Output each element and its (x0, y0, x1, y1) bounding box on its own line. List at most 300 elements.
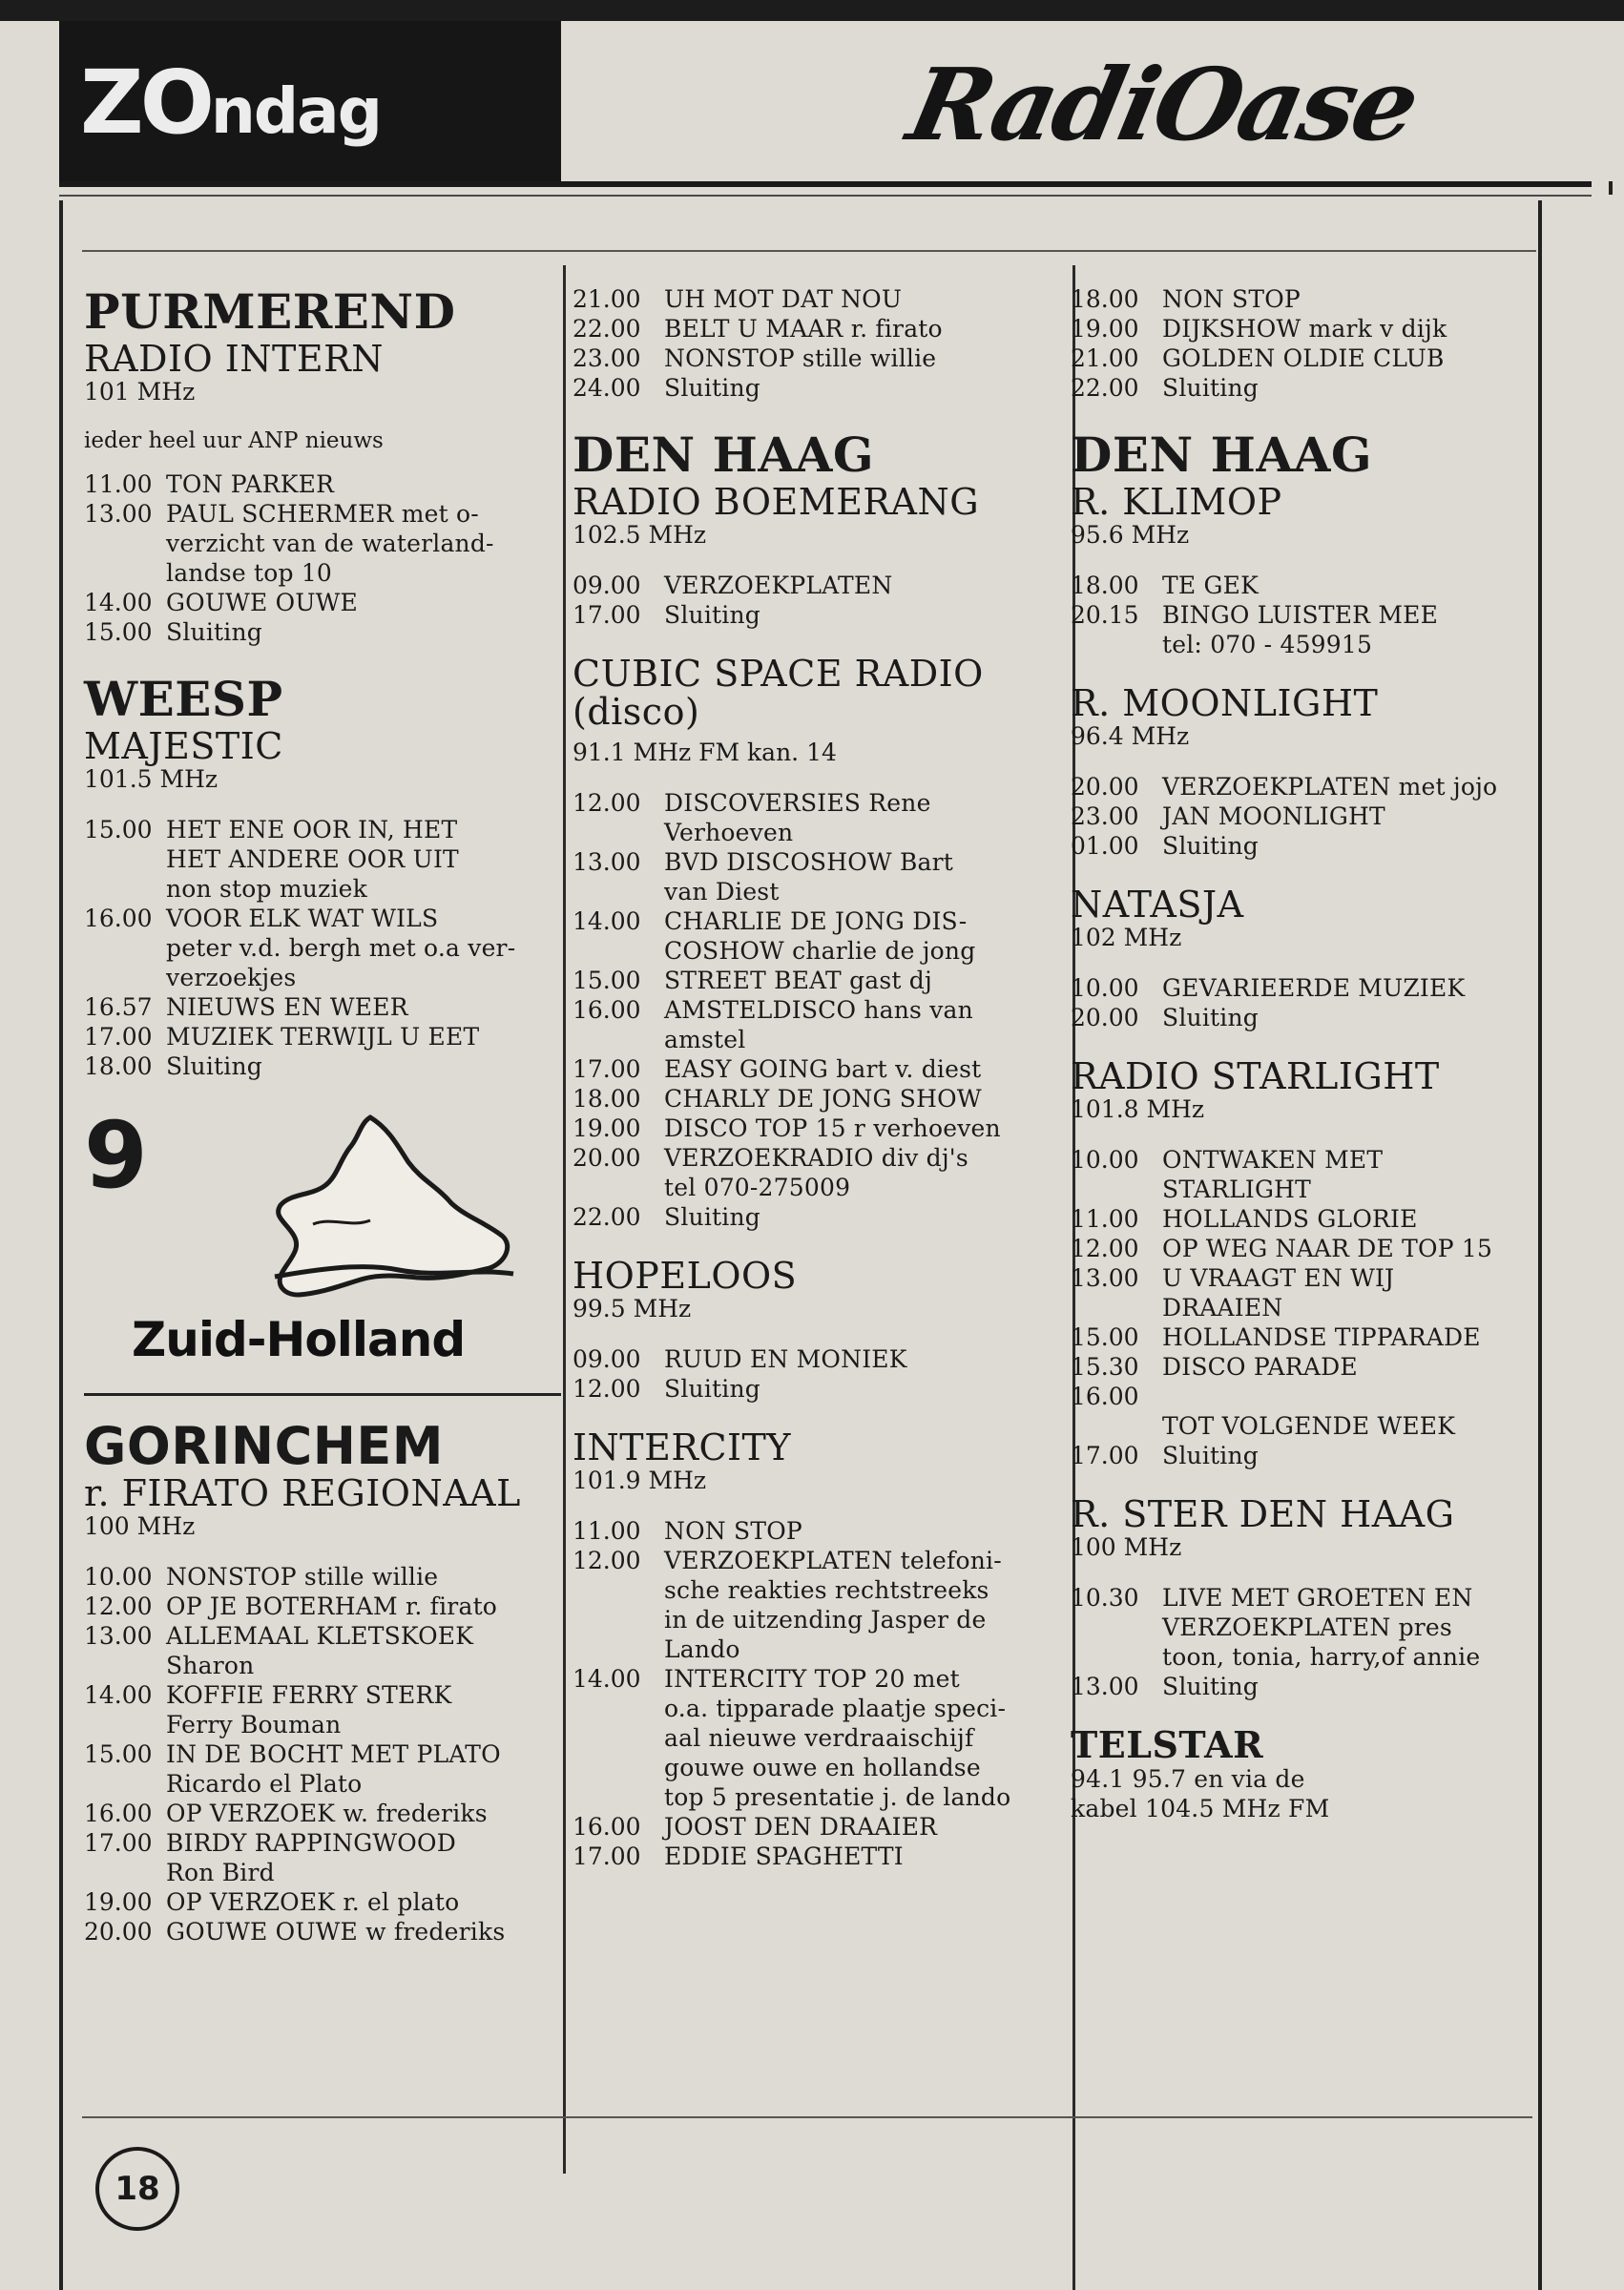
program-line: UH MOT DAT NOU (664, 285, 903, 313)
schedule (573, 284, 1069, 403)
schedule-row (84, 1828, 561, 1887)
schedule-program (166, 992, 561, 1022)
schedule-program (1162, 1234, 1548, 1263)
schedule-time: 22.00 (573, 315, 641, 343)
schedule (84, 815, 561, 1081)
program-line: DISCOVERSIES Rene (664, 789, 931, 817)
schedule-program (166, 1022, 561, 1051)
program-line: NIEUWS EN WEER (166, 993, 408, 1021)
schedule-program (166, 1621, 561, 1680)
station-frequency: 96.4 MHz (1071, 722, 1190, 750)
schedule-row (84, 1562, 561, 1592)
schedule-row (573, 284, 1069, 314)
schedule-row (84, 1917, 561, 1946)
schedule-row (573, 1664, 1069, 1812)
schedule-program (664, 1054, 1069, 1084)
column-2 (573, 284, 1069, 1896)
station-frequency: 102.5 MHz (573, 521, 707, 549)
station-continued (1071, 284, 1548, 403)
schedule-time: 22.00 (1071, 374, 1139, 402)
schedule-program (166, 1739, 561, 1799)
schedule-time: 18.00 (84, 1052, 153, 1080)
station-name: TELSTAR (1071, 1723, 1264, 1766)
schedule-program (664, 314, 1069, 344)
program-line: Sluiting (1162, 1442, 1259, 1469)
station-frequency: 101.8 MHz (1071, 1095, 1205, 1123)
station-subtitle: (disco) (573, 691, 700, 733)
telstar-line (1071, 1794, 1548, 1823)
schedule-time: 14.00 (84, 1681, 153, 1709)
program-line: NON STOP (664, 1517, 802, 1545)
program-line: IN DE BOCHT MET PLATO (166, 1740, 501, 1768)
program-line: Sharon (166, 1652, 255, 1679)
program-line: VERZOEKPLATEN (664, 572, 893, 599)
program-line: HET ENE OOR IN, HET (166, 816, 458, 843)
program-line: ONTWAKEN MET (1162, 1146, 1384, 1174)
schedule-row (1071, 1145, 1548, 1204)
station-cubic-space (573, 655, 1069, 1232)
schedule-time: 24.00 (573, 374, 641, 402)
program-line: OP JE BOTERHAM r. firato (166, 1593, 498, 1620)
station-name: RADIO BOEMERANG (573, 481, 980, 523)
program-line: DISCO PARADE (1162, 1353, 1358, 1381)
schedule-program (166, 1592, 561, 1621)
schedule-program (1162, 314, 1548, 344)
city-heading: WEESP (84, 671, 283, 727)
station-note: ieder heel uur ANP nieuws (84, 428, 384, 453)
schedule-row (1071, 1263, 1548, 1322)
program-line: VERZOEKPLATEN met jojo (1162, 773, 1498, 801)
schedule-program (664, 284, 1069, 314)
schedule-program (664, 571, 1069, 600)
schedule-row (573, 1812, 1069, 1842)
telstar-line (1071, 1764, 1548, 1794)
day-title-small: ndag (210, 74, 381, 148)
program-line: Lando (664, 1635, 740, 1663)
schedule-row (573, 1054, 1069, 1084)
schedule-row (573, 1842, 1069, 1871)
schedule-program (166, 1887, 561, 1917)
schedule-row (573, 1374, 1069, 1404)
schedule-program (1162, 772, 1548, 802)
schedule-row (573, 1546, 1069, 1664)
schedule-program (664, 1812, 1069, 1842)
schedule-row (84, 1621, 561, 1680)
program-line: INTERCITY TOP 20 met (664, 1665, 960, 1693)
schedule-row (1071, 373, 1548, 403)
schedule-row (573, 995, 1069, 1054)
schedule-row (84, 1022, 561, 1051)
schedule-time: 12.00 (573, 789, 641, 817)
program-line: EASY GOING bart v. diest (664, 1055, 982, 1083)
program-line: OP VERZOEK r. el plato (166, 1888, 460, 1916)
header-rule (59, 181, 1592, 187)
program-line: verzicht van de waterland- (166, 530, 494, 557)
top-strip (0, 0, 1624, 21)
schedule-time: 12.00 (84, 1593, 153, 1620)
program-line: NONSTOP stille willie (664, 344, 937, 372)
program-line: in de uitzending Jasper de (664, 1606, 987, 1634)
column-1 (84, 284, 561, 1971)
station-ster (1071, 1495, 1548, 1701)
program-line: Sluiting (1162, 832, 1259, 860)
program-line: OP VERZOEK w. frederiks (166, 1800, 488, 1827)
schedule-row (1071, 772, 1548, 802)
program-line: AMSTELDISCO hans van (664, 996, 973, 1024)
schedule-time: 18.00 (1071, 285, 1139, 313)
schedule-row (573, 1114, 1069, 1143)
column-divider (563, 265, 566, 2174)
schedule-program (1162, 571, 1548, 600)
day-header (59, 21, 561, 185)
program-line: Ron Bird (166, 1859, 275, 1886)
schedule-time: 01.00 (1071, 832, 1139, 860)
schedule-program (1162, 1382, 1548, 1441)
city-heading: PURMEREND (84, 283, 456, 340)
schedule-time: 11.00 (573, 1517, 641, 1545)
schedule-time: 15.00 (573, 967, 641, 994)
day-title-big: ZO (80, 52, 211, 154)
schedule-program (166, 1562, 561, 1592)
schedule-program (1162, 1672, 1548, 1701)
schedule-row (1071, 1382, 1548, 1441)
program-line: TOT VOLGENDE WEEK (1162, 1412, 1456, 1440)
schedule-program (1162, 1441, 1548, 1470)
program-line: U VRAAGT EN WIJ (1162, 1264, 1395, 1292)
schedule-time: 15.00 (1071, 1323, 1139, 1351)
schedule-program (166, 1051, 561, 1081)
schedule-program (664, 906, 1069, 966)
station-starlight (1071, 1057, 1548, 1470)
schedule-row (1071, 1322, 1548, 1352)
schedule (1071, 973, 1548, 1032)
schedule-row (1071, 1234, 1548, 1263)
schedule-time: 15.00 (84, 1740, 153, 1768)
schedule-row (84, 469, 561, 499)
telstar-cable: kabel 104.5 MHz FM (1071, 1795, 1330, 1822)
schedule-time: 10.00 (84, 1563, 153, 1591)
program-line: BVD DISCOSHOW Bart (664, 848, 954, 876)
schedule-time: 16.00 (84, 1800, 153, 1827)
program-line: Sluiting (1162, 1673, 1259, 1700)
program-line: CHARLY DE JONG SHOW (664, 1085, 982, 1113)
schedule-program (166, 469, 561, 499)
station-name: R. STER DEN HAAG (1071, 1493, 1455, 1535)
station-frequency: 101.9 MHz (573, 1467, 707, 1494)
schedule (573, 1516, 1069, 1871)
station-name: R. MOONLIGHT (1071, 682, 1379, 724)
program-line: HOLLANDS GLORIE (1162, 1205, 1418, 1233)
schedule-time: 19.00 (84, 1888, 153, 1916)
station-hopeloos (573, 1257, 1069, 1404)
program-line: aal nieuwe verdraaischijf (664, 1724, 974, 1752)
schedule-time: 09.00 (573, 1345, 641, 1373)
schedule-program (1162, 802, 1548, 831)
schedule-program (664, 1664, 1069, 1812)
schedule-row (84, 617, 561, 647)
telstar-frequencies: 94.1 95.7 en via de (1071, 1765, 1305, 1793)
schedule-time: 16.00 (1071, 1383, 1139, 1410)
schedule-row (84, 1799, 561, 1828)
schedule-program (1162, 1204, 1548, 1234)
station-gorinchem (84, 1416, 561, 1946)
program-line: Ricardo el Plato (166, 1770, 363, 1798)
station-name: NATASJA (1071, 884, 1244, 926)
schedule-program (664, 1516, 1069, 1546)
schedule (1071, 284, 1548, 403)
schedule-time: 13.00 (573, 848, 641, 876)
program-line: GOLDEN OLDIE CLUB (1162, 344, 1445, 372)
schedule-time: 13.00 (84, 1622, 153, 1650)
header-rule-thin (59, 195, 1592, 197)
schedule-program (166, 499, 561, 588)
program-line: GOUWE OUWE w frederiks (166, 1918, 506, 1946)
schedule-time: 20.00 (1071, 773, 1139, 801)
program-line: BINGO LUISTER MEE (1162, 601, 1439, 629)
schedule (573, 1344, 1069, 1404)
schedule-time: 11.00 (84, 470, 153, 498)
schedule-program (166, 617, 561, 647)
schedule-program (166, 815, 561, 904)
program-line: TE GEK (1162, 572, 1259, 599)
program-line: van Diest (664, 878, 780, 906)
station-klimop (1071, 427, 1548, 659)
province-name: Zuid-Holland (132, 1312, 466, 1367)
schedule-program (664, 966, 1069, 995)
schedule-time: 19.00 (1071, 315, 1139, 343)
program-line: Sluiting (664, 601, 760, 629)
program-line: STREET BEAT gast dj (664, 967, 932, 994)
schedule-time: 17.00 (1071, 1442, 1139, 1469)
program-line: VERZOEKRADIO div dj's (664, 1144, 968, 1172)
schedule-program (664, 1842, 1069, 1871)
schedule-time: 09.00 (573, 572, 641, 599)
schedule-program (664, 373, 1069, 403)
schedule-row (1071, 314, 1548, 344)
program-line: TON PARKER (166, 470, 335, 498)
station-name: RADIO STARLIGHT (1071, 1055, 1440, 1097)
schedule-row (573, 1344, 1069, 1374)
schedule-time: 14.00 (573, 907, 641, 935)
program-line: tel: 070 - 459915 (1162, 631, 1373, 658)
program-line: HOLLANDSE TIPPARADE (1162, 1323, 1481, 1351)
schedule (1071, 772, 1548, 861)
frame-top (82, 250, 1536, 252)
schedule-program (166, 904, 561, 992)
program-line: BELT U MAAR r. firato (664, 315, 943, 343)
schedule-time: 23.00 (1071, 802, 1139, 830)
schedule-program (166, 1680, 561, 1739)
schedule-row (1071, 973, 1548, 1003)
schedule-row (84, 1592, 561, 1621)
program-line: MUZIEK TERWIJL U EET (166, 1023, 480, 1051)
schedule-row (84, 588, 561, 617)
schedule-time: 11.00 (1071, 1205, 1139, 1233)
schedule-program (664, 847, 1069, 906)
schedule-row (84, 499, 561, 588)
program-line: BIRDY RAPPINGWOOD (166, 1829, 456, 1857)
schedule-program (664, 1374, 1069, 1404)
schedule-row (573, 788, 1069, 847)
schedule-program (166, 588, 561, 617)
program-line: Sluiting (1162, 374, 1259, 402)
city-heading: GORINCHEM (84, 1416, 445, 1476)
program-line: Sluiting (166, 618, 262, 646)
schedule-program (166, 1917, 561, 1946)
program-line: verzoekjes (166, 964, 297, 991)
bottom-rule (82, 2116, 1532, 2118)
schedule-time: 16.00 (84, 905, 153, 932)
schedule-program (1162, 1263, 1548, 1322)
program-line: COSHOW charlie de jong (664, 937, 976, 965)
program-line: Sluiting (664, 1203, 760, 1231)
station-frequency: 101 MHz (84, 378, 196, 406)
program-line: NONSTOP stille willie (166, 1563, 439, 1591)
schedule-row (1071, 1441, 1548, 1470)
program-line: LIVE MET GROETEN EN (1162, 1584, 1473, 1612)
station-frequency: 101.5 MHz (84, 765, 219, 793)
program-line: sche reakties rechtstreeks (664, 1576, 989, 1604)
program-line: Ferry Bouman (166, 1711, 342, 1738)
schedule-time: 14.00 (84, 589, 153, 616)
schedule-program (1162, 1003, 1548, 1032)
station-name: RADIO INTERN (84, 338, 384, 380)
schedule-row (1071, 571, 1548, 600)
station-name: MAJESTIC (84, 725, 283, 767)
program-line: Sluiting (664, 374, 760, 402)
schedule-row (84, 815, 561, 904)
program-line: VOOR ELK WAT WILS (166, 905, 439, 932)
schedule (1071, 571, 1548, 659)
program-line: DISCO TOP 15 r verhoeven (664, 1114, 1001, 1142)
province-rule (84, 1393, 561, 1396)
program-line: RUUD EN MONIEK (664, 1345, 907, 1373)
schedule-program (1162, 831, 1548, 861)
program-line: top 5 presentatie j. de lando (664, 1783, 1011, 1811)
schedule-program (664, 1202, 1069, 1232)
program-line: ALLEMAAL KLETSKOEK (166, 1622, 474, 1650)
schedule-program (664, 1143, 1069, 1202)
program-line: PAUL SCHERMER met o- (166, 500, 479, 528)
program-line: amstel (664, 1026, 746, 1053)
schedule (1071, 1145, 1548, 1470)
schedule (84, 1562, 561, 1946)
schedule-time: 13.00 (84, 500, 153, 528)
schedule-row (1071, 600, 1548, 659)
program-line: GEVARIEERDE MUZIEK (1162, 974, 1466, 1002)
station-frequency: 95.6 MHz (1071, 521, 1190, 549)
schedule-time: 20.15 (1071, 601, 1139, 629)
schedule-time: 17.00 (84, 1829, 153, 1857)
schedule-row (573, 966, 1069, 995)
program-line: GOUWE OUWE (166, 589, 358, 616)
schedule-row (573, 847, 1069, 906)
schedule-row (1071, 344, 1548, 373)
program-line (1162, 1382, 1548, 1411)
station-name: R. KLIMOP (1071, 481, 1282, 523)
program-line: HET ANDERE OOR UIT (166, 845, 459, 873)
program-line: o.a. tipparade plaatje speci- (664, 1695, 1007, 1722)
schedule-program (1162, 1352, 1548, 1382)
schedule (84, 469, 561, 647)
station-name: HOPELOOS (573, 1255, 798, 1297)
schedule-time: 21.00 (1071, 344, 1139, 372)
station-name: CUBIC SPACE RADIO (573, 653, 984, 695)
program-line: CHARLIE DE JONG DIS- (664, 907, 968, 935)
schedule-row (1071, 1583, 1548, 1672)
schedule-time: 19.00 (573, 1114, 641, 1142)
edge-mark (1609, 181, 1613, 195)
schedule-program (1162, 284, 1548, 314)
schedule-row (84, 992, 561, 1022)
frame-left (59, 200, 63, 2290)
schedule-time: 21.00 (573, 285, 641, 313)
schedule-time: 18.00 (573, 1085, 641, 1113)
program-line: non stop muziek (166, 875, 367, 903)
schedule-row (573, 1084, 1069, 1114)
schedule (573, 571, 1069, 630)
program-line: DRAAIEN (1162, 1294, 1283, 1322)
station-moonlight (1071, 684, 1548, 861)
schedule-row (573, 344, 1069, 373)
schedule-time: 16.57 (84, 993, 153, 1021)
schedule-row (573, 373, 1069, 403)
schedule-row (1071, 1204, 1548, 1234)
schedule-program (664, 1114, 1069, 1143)
program-line: EDDIE SPAGHETTI (664, 1842, 904, 1870)
program-line: NON STOP (1162, 285, 1301, 313)
province-map-icon (256, 1110, 552, 1310)
schedule-row (573, 571, 1069, 600)
schedule-time: 22.00 (573, 1203, 641, 1231)
schedule-time: 15.00 (84, 816, 153, 843)
schedule-row (1071, 1352, 1548, 1382)
schedule-row (573, 906, 1069, 966)
brand-logo: RadiOase (899, 46, 1427, 163)
schedule (1071, 1583, 1548, 1701)
schedule-program (664, 995, 1069, 1054)
schedule-time: 16.00 (573, 1813, 641, 1841)
schedule-time: 13.00 (1071, 1673, 1139, 1700)
schedule-row (1071, 284, 1548, 314)
schedule-time: 15.30 (1071, 1353, 1139, 1381)
schedule-time: 15.00 (84, 618, 153, 646)
schedule-time: 16.00 (573, 996, 641, 1024)
schedule-time: 12.00 (1071, 1235, 1139, 1262)
schedule-time: 23.00 (573, 344, 641, 372)
schedule-row (1071, 1672, 1548, 1701)
schedule-row (84, 1051, 561, 1081)
schedule-time: 13.00 (1071, 1264, 1139, 1292)
program-line: Sluiting (1162, 1004, 1259, 1031)
column-3 (1071, 284, 1548, 1848)
schedule-time: 17.00 (573, 1842, 641, 1870)
day-title (80, 52, 381, 154)
schedule-row (1071, 831, 1548, 861)
schedule-program (1162, 973, 1548, 1003)
schedule-time: 12.00 (573, 1547, 641, 1574)
program-line: Verhoeven (664, 819, 794, 846)
schedule-row (84, 904, 561, 992)
schedule-time: 17.00 (84, 1023, 153, 1051)
program-line: tel 070-275009 (664, 1174, 851, 1201)
schedule-row (1071, 1003, 1548, 1032)
station-frequency: 100 MHz (1071, 1533, 1182, 1561)
schedule-time: 20.00 (1071, 1004, 1139, 1031)
station-purmerend (84, 284, 561, 647)
schedule-row (573, 1143, 1069, 1202)
schedule-program (664, 600, 1069, 630)
